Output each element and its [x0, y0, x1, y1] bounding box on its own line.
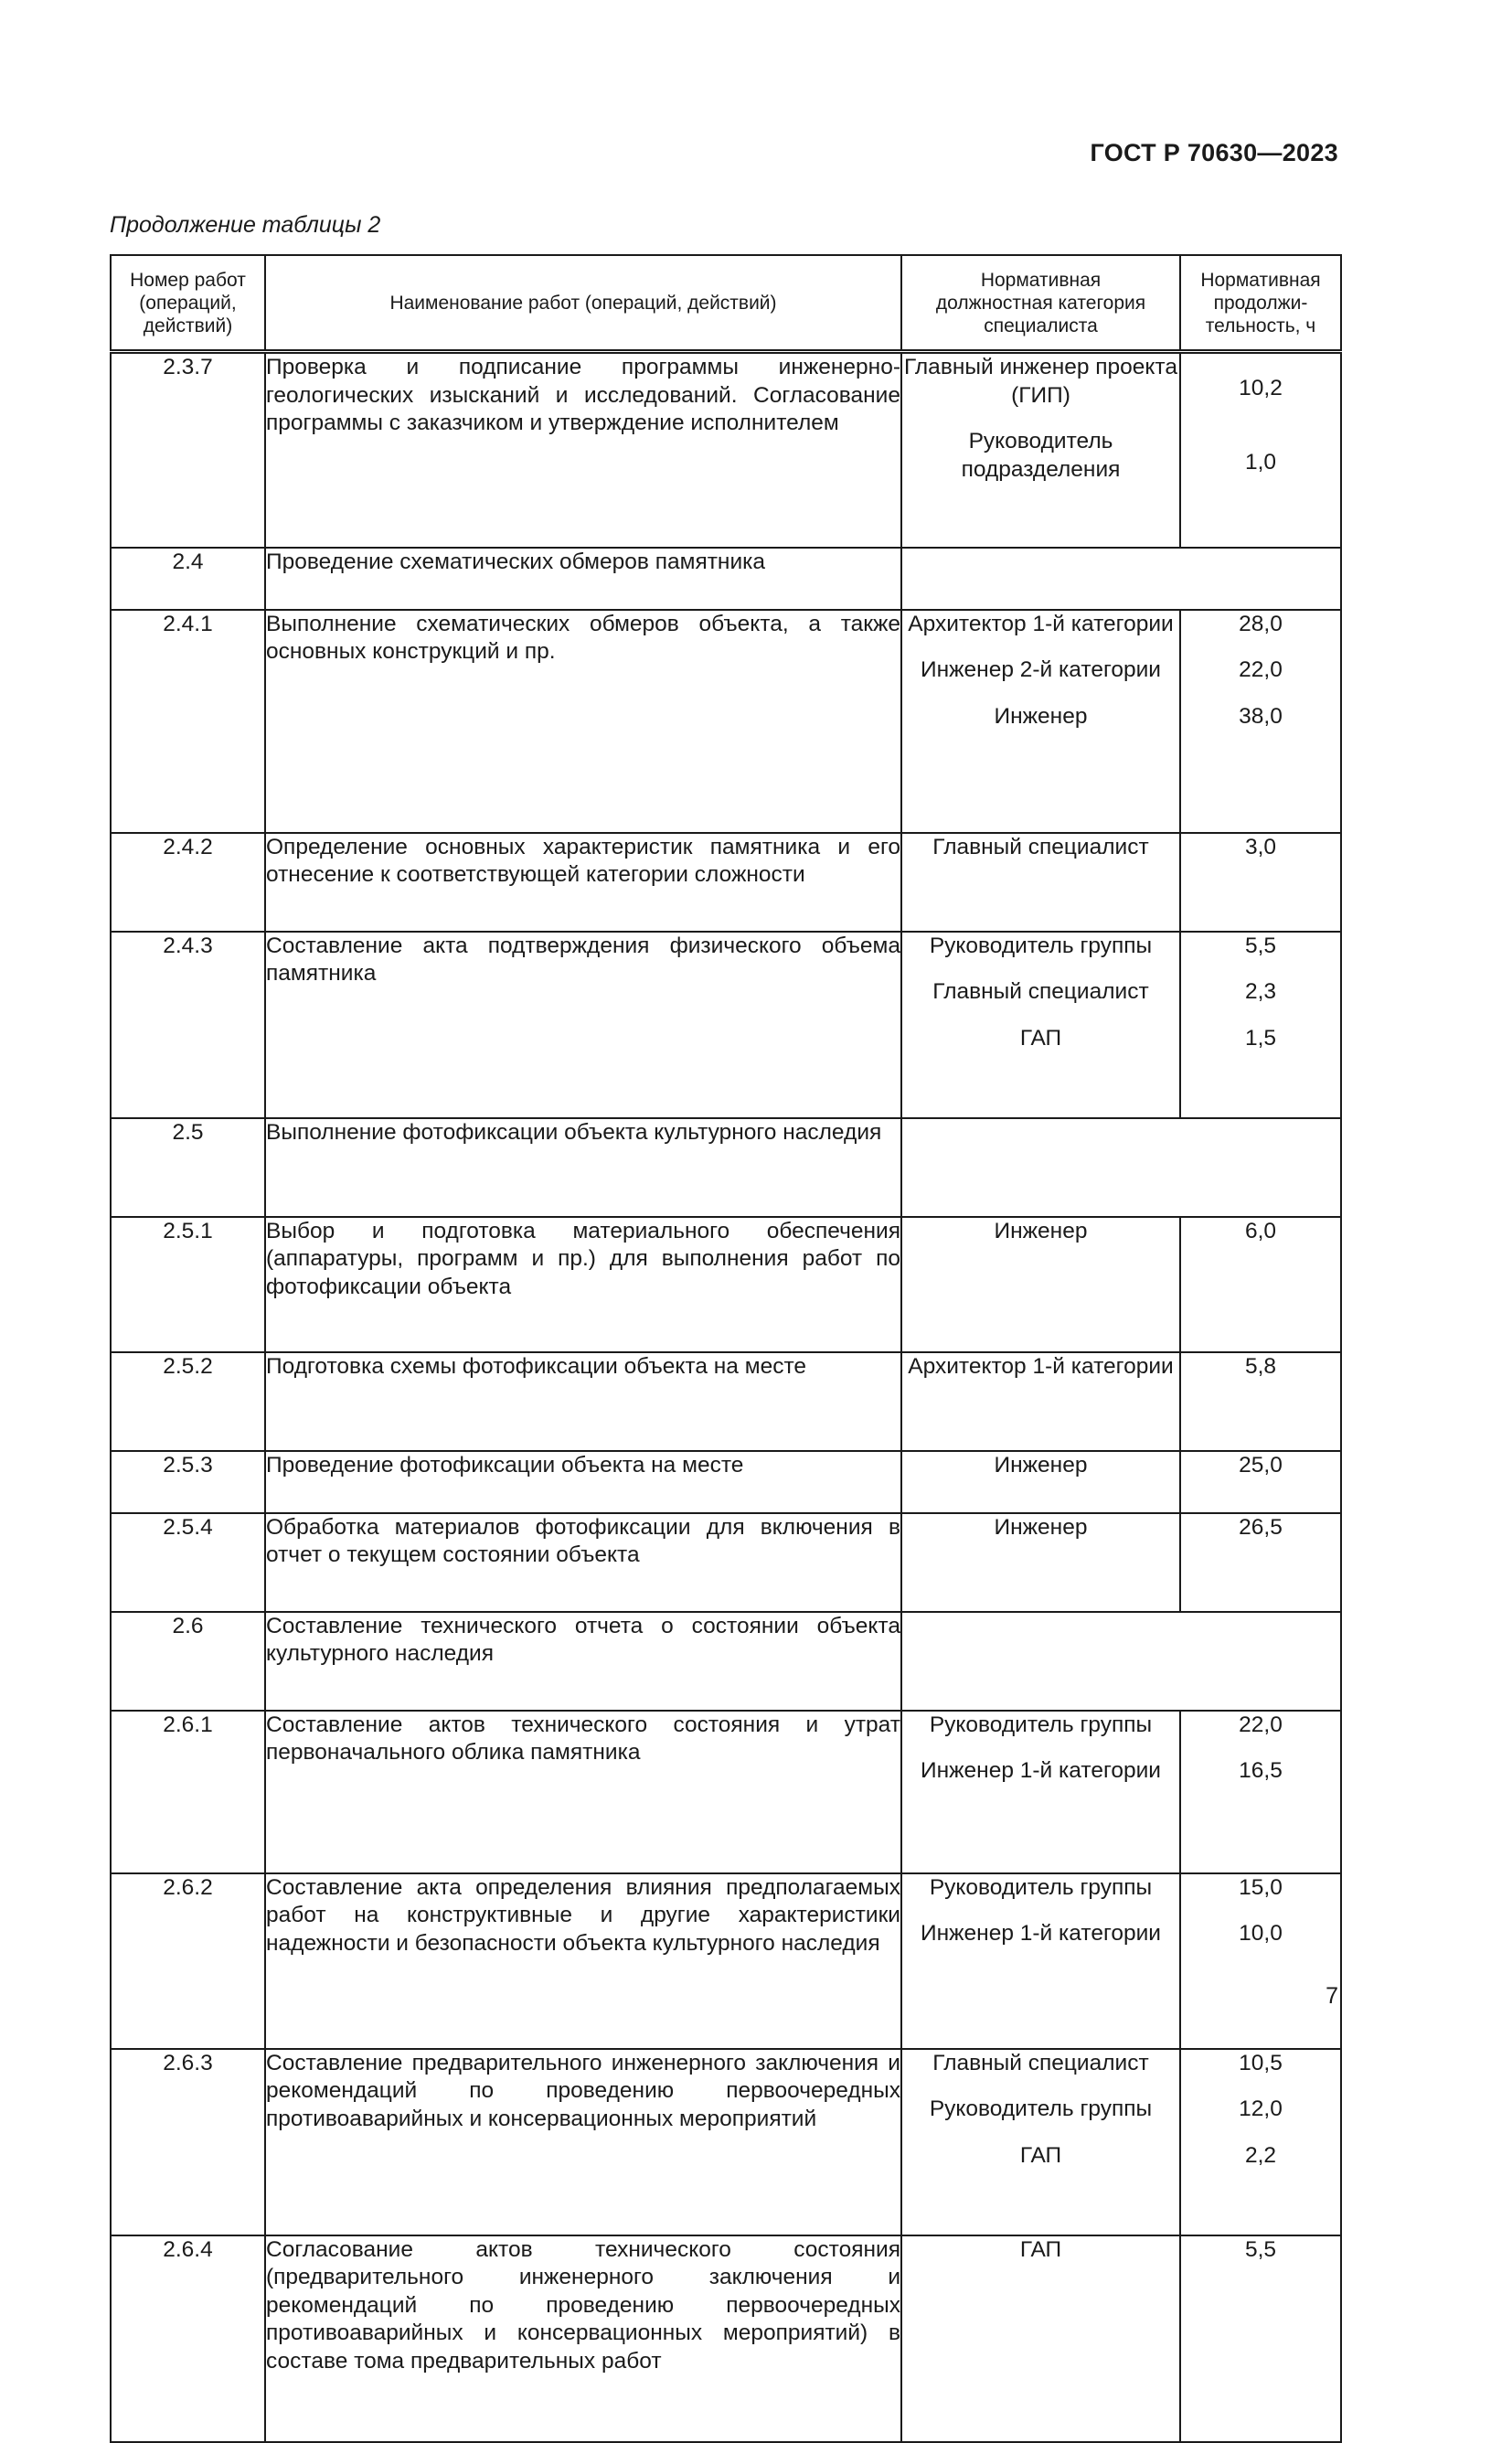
specialist-category — [901, 833, 1180, 932]
works-table — [110, 254, 1342, 2443]
duration-entry: 26,5 — [1239, 1514, 1283, 1540]
duration-entry: 2,2 — [1244, 2142, 1277, 2168]
category-entry: Архитектор 1-й категории — [908, 611, 1174, 636]
specialist-category — [901, 1513, 1180, 1612]
category-entry: Инженер 2-й категории — [921, 657, 1161, 682]
category-entry: Инженер 1-й категории — [921, 1921, 1161, 1946]
specialist-category — [901, 2235, 1180, 2442]
duration-entry: 6,0 — [1244, 1218, 1277, 1243]
work-name: Составление акта подтверждения физического объема памятника — [265, 932, 901, 1118]
column-header-duration: Нормативная продолжи-тельность, ч — [1180, 255, 1341, 352]
work-number: 2.5.4 — [111, 1513, 265, 1612]
work-name: Проведение схематических обмеров памятника — [265, 548, 901, 610]
duration-entry: 5,5 — [1244, 2236, 1277, 2262]
table-row — [111, 548, 1341, 610]
duration-entry: 5,8 — [1244, 1353, 1277, 1379]
category-entry: ГАП — [1019, 2236, 1062, 2262]
table-row — [111, 610, 1341, 833]
work-name: Определение основных характеристик памятника и его отнесение к соответствующей категории сложности — [265, 833, 901, 932]
duration-entry: 25,0 — [1239, 1452, 1283, 1478]
table-row — [111, 1711, 1341, 1873]
duration — [1180, 610, 1341, 833]
table-body — [111, 352, 1341, 2442]
duration — [1180, 1513, 1341, 1612]
work-name: Составление акта определения влияния предполагаемых работ на конструктивные и другие характеристики надежности и безопасности объекта культурного наследия — [265, 1873, 901, 2049]
duration — [1180, 2049, 1341, 2235]
table-row — [111, 2235, 1341, 2442]
table-row — [111, 1352, 1341, 1451]
duration — [1180, 1711, 1341, 1873]
table-row — [111, 1451, 1341, 1513]
work-number: 2.4.2 — [111, 833, 265, 932]
duration-entry: 1,5 — [1244, 1025, 1277, 1051]
duration — [1180, 1451, 1341, 1513]
work-number: 2.5 — [111, 1118, 265, 1217]
duration-entry: 5,5 — [1244, 933, 1277, 958]
work-name: Составление технического отчета о состоянии объекта культурного наследия — [265, 1612, 901, 1711]
duration-entry: 22,0 — [1239, 657, 1283, 682]
category-entry: Руководитель группы — [929, 1712, 1153, 1737]
specialist-category — [901, 2049, 1180, 2235]
work-name: Подготовка схемы фотофиксации объекта на месте — [265, 1352, 901, 1451]
document-code: ГОСТ Р 70630—2023 — [1090, 139, 1338, 166]
category-entry: Руководитель группы — [929, 1874, 1153, 1900]
work-number: 2.4.1 — [111, 610, 265, 833]
work-number: 2.6.4 — [111, 2235, 265, 2442]
work-name: Составление актов технического состояния и утрат первоначального облика памятника — [265, 1711, 901, 1873]
category-entry: Руководитель группы — [929, 933, 1153, 958]
category-entry: Главный инженер проекта (ГИП) — [904, 355, 1177, 408]
duration — [1180, 2235, 1341, 2442]
category-entry: Инженер — [994, 703, 1088, 729]
duration — [1180, 1352, 1341, 1451]
specialist-category — [901, 1873, 1180, 2049]
specialist-category — [901, 610, 1180, 833]
work-number: 2.5.3 — [111, 1451, 265, 1513]
duration-entry: 2,3 — [1244, 979, 1277, 1004]
work-name: Выбор и подготовка материального обеспечения (аппаратуры, программ и пр.) для выполнения работ по фотофиксации объекта — [265, 1217, 901, 1352]
specialist-category — [901, 1352, 1180, 1451]
table-row — [111, 352, 1341, 548]
specialist-category — [901, 1711, 1180, 1873]
table-header — [111, 255, 1341, 352]
work-number: 2.5.2 — [111, 1352, 265, 1451]
duration — [1180, 1873, 1341, 2049]
duration — [1180, 833, 1341, 932]
duration-entry: 12,0 — [1239, 2096, 1283, 2121]
work-number: 2.4 — [111, 548, 265, 610]
duration-entry: 38,0 — [1239, 703, 1283, 729]
work-number: 2.6.3 — [111, 2049, 265, 2235]
category-entry: Руководитель подразделения — [961, 429, 1121, 482]
duration-entry: 15,0 — [1239, 1874, 1283, 1900]
work-name: Составление предварительного инженерного заключения и рекомендаций по проведению первоочередных противоаварийных и консервационных мероприятий — [265, 2049, 901, 2235]
duration — [1180, 1217, 1341, 1352]
category-entry: Главный специалист — [932, 834, 1149, 859]
category-entry: Руководитель группы — [929, 2096, 1153, 2121]
column-header-category: Нормативная должностная категория специалиста — [901, 255, 1180, 352]
table-row — [111, 2049, 1341, 2235]
work-name: Обработка материалов фотофиксации для включения в отчет о текущем состоянии объекта — [265, 1513, 901, 1612]
table-row — [111, 833, 1341, 932]
table-row — [111, 1873, 1341, 2049]
duration — [1180, 932, 1341, 1118]
table-row — [111, 1612, 1341, 1711]
specialist-category — [901, 352, 1180, 548]
category-entry: Архитектор 1-й категории — [908, 1353, 1174, 1379]
table-header-row — [111, 255, 1341, 352]
work-number: 2.6 — [111, 1612, 265, 1711]
duration-entry: 10,0 — [1239, 1921, 1283, 1946]
work-number: 2.4.3 — [111, 932, 265, 1118]
duration-entry: 10,2 — [1239, 376, 1283, 400]
duration — [1180, 352, 1341, 548]
duration-entry: 1,0 — [1244, 450, 1277, 475]
duration-entry: 3,0 — [1244, 834, 1277, 859]
page-number: 7 — [1326, 1983, 1338, 2009]
work-name: Выполнение схематических обмеров объекта, а также основных конструкций и пр. — [265, 610, 901, 833]
column-header-name: Наименование работ (операций, действий) — [265, 255, 901, 352]
work-name: Проведение фотофиксации объекта на месте — [265, 1451, 901, 1513]
work-number: 2.5.1 — [111, 1217, 265, 1352]
category-entry: Инженер — [994, 1218, 1088, 1243]
category-entry: Главный специалист — [932, 979, 1149, 1004]
specialist-category — [901, 1451, 1180, 1513]
work-number: 2.6.2 — [111, 1873, 265, 2049]
work-name: Согласование актов технического состояния (предварительного инженерного заключения и рекомендаций по проведению первоочередных противоаварийных и консервационных мероприятий) в составе тома предварительных работ — [265, 2235, 901, 2442]
table-row — [111, 932, 1341, 1118]
work-number: 2.3.7 — [111, 352, 265, 548]
category-entry: Инженер — [994, 1452, 1088, 1478]
category-entry: ГАП — [1019, 2142, 1062, 2168]
duration-entry: 16,5 — [1239, 1758, 1283, 1783]
work-name: Выполнение фотофиксации объекта культурного наследия — [265, 1118, 901, 1217]
empty-cell — [901, 1612, 1341, 1711]
column-header-number: Номер работ (операций, действий) — [111, 255, 265, 352]
empty-cell — [901, 1118, 1341, 1217]
table-caption: Продолжение таблицы 2 — [110, 212, 381, 238]
work-number: 2.6.1 — [111, 1711, 265, 1873]
category-entry: ГАП — [1019, 1025, 1062, 1051]
category-entry: Инженер 1-й категории — [921, 1758, 1161, 1783]
work-name: Проверка и подписание программы инженерно-геологических изысканий и исследований. Согласование программы с заказчиком и утверждение исполнителем — [265, 352, 901, 548]
specialist-category — [901, 932, 1180, 1118]
duration-entry: 28,0 — [1239, 611, 1283, 636]
duration-entry: 22,0 — [1239, 1712, 1283, 1737]
specialist-category — [901, 1217, 1180, 1352]
table-row — [111, 1118, 1341, 1217]
empty-cell — [901, 548, 1341, 610]
category-entry: Главный специалист — [932, 2050, 1149, 2075]
category-entry: Инженер — [994, 1514, 1088, 1540]
duration-entry: 10,5 — [1239, 2050, 1283, 2075]
table-row — [111, 1513, 1341, 1612]
table-row — [111, 1217, 1341, 1352]
